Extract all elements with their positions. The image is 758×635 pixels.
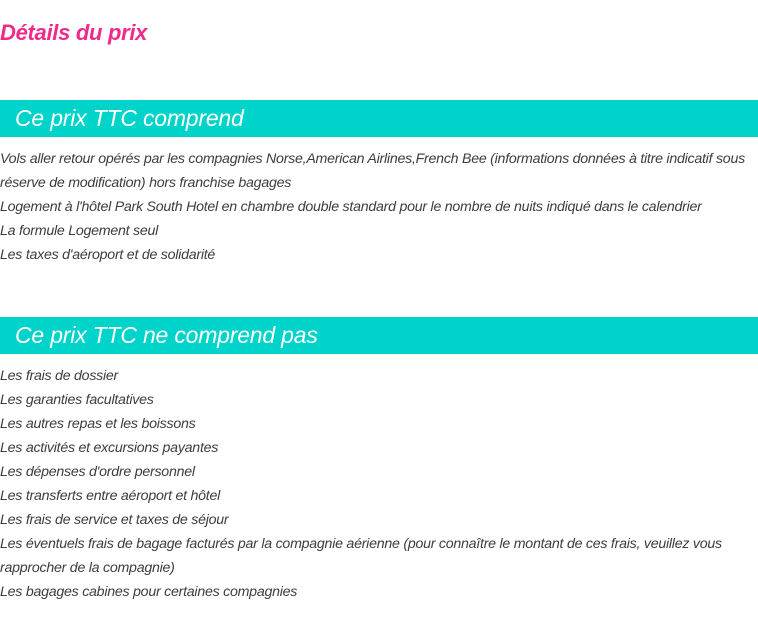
list-item: Les éventuels frais de bagage facturés par la compagnie aérienne (pour connaître le montant de ces frais, veuillez vous rapprocher de la compagnie) [0, 536, 722, 576]
includes-heading: Ce prix TTC comprend [15, 105, 244, 131]
includes-list [0, 147, 756, 267]
list-item: Vols aller retour opérés par les compagnies Norse,American Airlines,French Bee (informations données à titre indicatif sous réserve de modification) hors franchise bagages [0, 151, 745, 191]
excludes-heading: Ce prix TTC ne comprend pas [15, 322, 318, 348]
list-item: Les transferts entre aéroport et hôtel [0, 488, 220, 504]
page-title: Détails du prix [0, 20, 148, 45]
includes-section-header [0, 100, 758, 137]
list-item: Les frais de service et taxes de séjour [0, 512, 229, 528]
list-item: Les garanties facultatives [0, 392, 154, 408]
list-item: Les frais de dossier [0, 368, 119, 384]
list-item: Les bagages cabines pour certaines compagnies [0, 584, 298, 600]
list-item: Les autres repas et les boissons [0, 416, 196, 432]
list-item: La formule Logement seul [0, 223, 159, 239]
excludes-section-header [0, 317, 758, 354]
list-item: Logement à l'hôtel Park South Hotel en chambre double standard pour le nombre de nuits indiqué dans le calendrier [0, 199, 702, 215]
list-item: Les taxes d'aéroport et de solidarité [0, 247, 216, 263]
list-item: Les dépenses d'ordre personnel [0, 464, 195, 480]
list-item: Les activités et excursions payantes [0, 440, 219, 456]
excludes-list [0, 364, 756, 604]
